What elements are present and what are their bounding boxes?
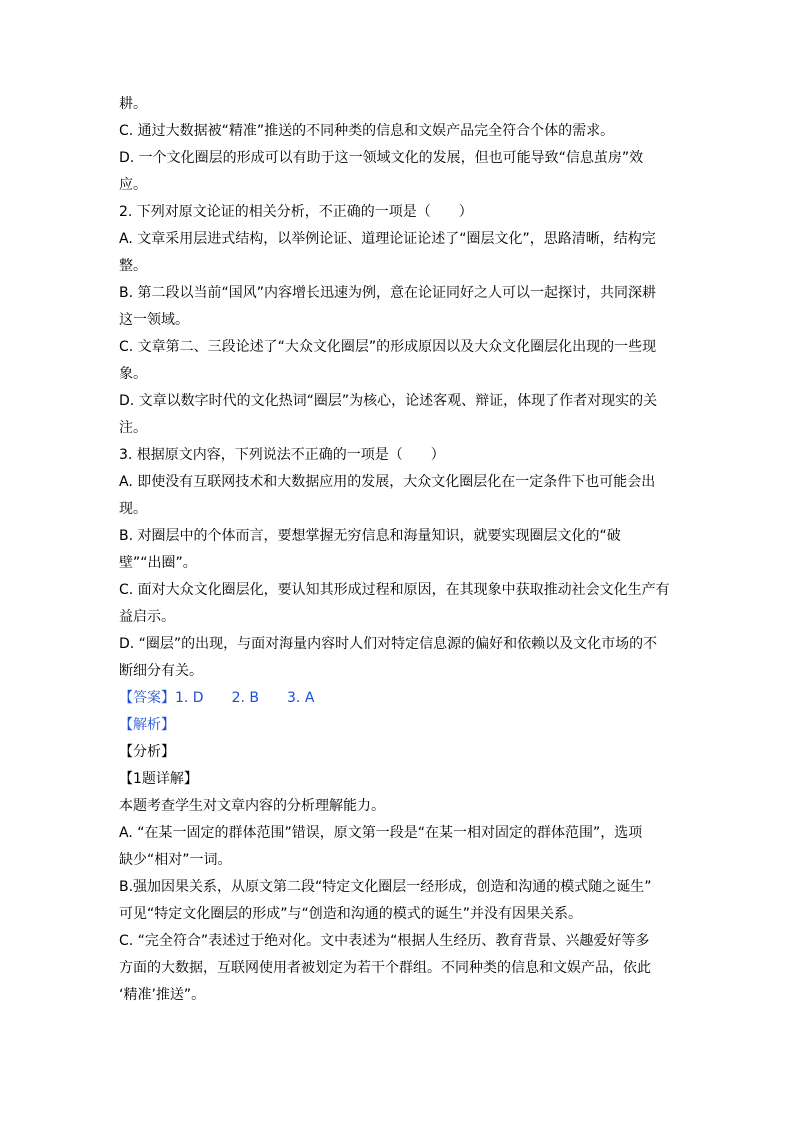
detail-line: 本题考查学生对文章内容的分析理解能力。	[119, 798, 385, 814]
text-line: 整。	[119, 258, 147, 274]
option-d-line: D. 一个文化圈层的形成可以有助于这一领域文化的发展，但也可能导致“信息茧房”效	[119, 150, 644, 166]
detail-line: A. “在某一固定的群体范围”错误，原文第一段是“在某一相对固定的群体范围”，选项	[119, 825, 643, 841]
detail-line: B.强加因果关系，从原文第二段“特定文化圈层一经形成，创造和沟通的模式随之诞生”	[119, 879, 652, 895]
answer-2: 2. B	[231, 690, 260, 706]
option-a-line: A. 文章采用层进式结构，以举例论证、道理论证论述了“圈层文化”，思路清晰，结构完	[119, 231, 656, 247]
option-d-line: D. 文章以数字时代的文化热词“圈层”为核心，论述客观、辩证，体现了作者对现实的关	[119, 393, 658, 409]
text-line: 耕。	[119, 96, 147, 112]
analysis-label: 【解析】	[119, 717, 175, 733]
option-b-line: B. 对圈层中的个体而言，要想掌握无穷信息和海量知识，就要实现圈层文化的“破	[119, 528, 621, 544]
document-page	[119, 91, 684, 1009]
option-d-line: D. “圈层”的出现，与面对海量内容时人们对特定信息源的偏好和依赖以及文化市场的不	[119, 636, 658, 652]
answer-label: 【答案】	[119, 690, 175, 706]
fenxi-label: 【分析】	[119, 744, 175, 760]
text-line: 应。	[119, 177, 147, 193]
answer-line	[119, 685, 684, 712]
text-line: 这一领域。	[119, 312, 189, 328]
detail-line: 可见“特定文化圈层的形成”与“创造和沟通的模式的诞生”并没有因果关系。	[119, 906, 583, 922]
detail-line: 缺少“相对”一词。	[119, 852, 232, 868]
detail-line: 方面的大数据，互联网使用者被划定为若干个群组。不同种类的信息和文娱产品，依此	[119, 960, 651, 976]
text-line: 注。	[119, 420, 147, 436]
option-a-line: A. 即使没有互联网技术和大数据应用的发展，大众文化圈层化在一定条件下也可能会出	[119, 474, 656, 490]
text-line: 壁”“出圈”。	[119, 555, 197, 571]
detail-line: ‘精准’推送”。	[119, 987, 206, 1003]
option-c-line: C. 文章第二、三段论述了“大众文化圈层”的形成原因以及大众文化圈层化出现的一些现	[119, 339, 657, 355]
option-c-line: C. 通过大数据被“精准”推送的不同种类的信息和文娱产品完全符合个体的需求。	[119, 123, 615, 139]
text-line: 断细分有关。	[119, 663, 203, 679]
text-line: 象。	[119, 366, 147, 382]
question-2-stem: 2. 下列对原文论证的相关分析，不正确的一项是（ ）	[119, 204, 473, 220]
answer-1: 1. D	[175, 690, 204, 706]
text-line: 益启示。	[119, 609, 175, 625]
answer-3: 3. A	[287, 690, 315, 706]
detail-label: 【1题详解】	[119, 771, 198, 787]
option-b-line: B. 第二段以当前“国风”内容增长迅速为例，意在论证同好之人可以一起探讨，共同深耕	[119, 285, 657, 301]
detail-line: C. “完全符合”表述过于绝对化。文中表述为“根据人生经历、教育背景、兴趣爱好等多	[119, 933, 650, 949]
option-c-line: C. 面对大众文化圈层化，要认知其形成过程和原因，在其现象中获取推动社会文化生产有	[119, 582, 670, 598]
text-line: 现。	[119, 501, 147, 517]
question-3-stem: 3. 根据原文内容，下列说法不正确的一项是（ ）	[119, 447, 445, 463]
